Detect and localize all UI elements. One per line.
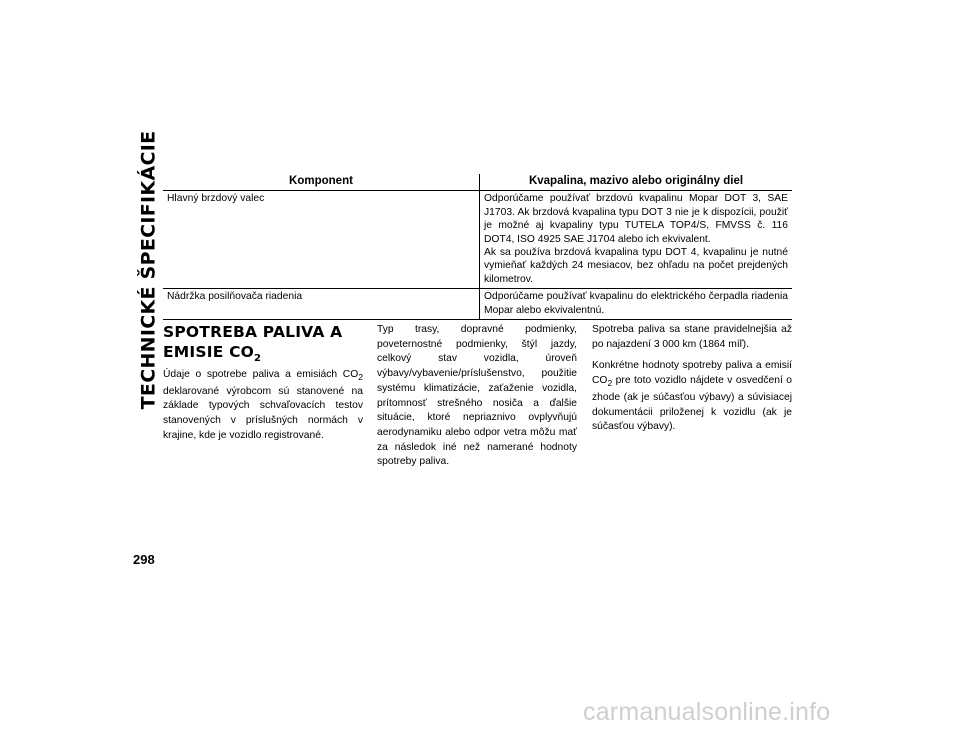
fluid-text: Ak sa používa brzdová kvapalina typu DOT 4, kvapalinu je nutné vymieňať každých 24 mesiacov, bez ohľadu na počet prejdených kilometrov. (484, 247, 788, 285)
chapter-title: TECHNICKÉ ŠPECIFIKÁCIE (137, 130, 159, 410)
fluid-cell (480, 289, 793, 320)
paragraph: Typ trasy, dopravné podmienky, poveternostné podmienky, štýl jazdy, celkový stav vozidla, úroveň výbavy/vybavenie/príslušenstvo, použitie systému klimatizácie, zaťaženie vozidla, prítomnosť strešného nosiča a ďalšie situácie, ktoré nepriaznivo ovplyvňujú aerodynamiku alebo odpor vetra môžu mať za následok iné než namerané hodnoty spotreby paliva. (377, 324, 577, 468)
header-component: Komponent (163, 174, 480, 191)
text-span: Konkrétne hodnoty spotreby paliva a emisií CO (592, 360, 792, 387)
header-fluid: Kvapalina, mazivo alebo originálny diel (480, 174, 793, 191)
text-column-3 (592, 323, 792, 442)
subscript: 2 (607, 378, 613, 389)
fluid-cell (480, 191, 793, 289)
text-span: deklarované výrobcom sú stanovené na základe typových schvaľovacích testov stanovených v príslušných normách v krajine, kde je vozidlo registrované. (163, 385, 363, 441)
fluid-text: Odporúčame používať brzdovú kvapalinu Mopar DOT 3, SAE J1703. Ak brzdová kvapalina typu DOT 3 nie je k dispozícii, použiť je možné aj kvapaliny typu TUTELA TOP4/S, FMVSS č. 116 DOT4, ISO 4925 SAE J1704 alebo ich ekvivalent. (484, 193, 788, 245)
section-heading (163, 322, 368, 369)
text-span: Údaje o spotrebe paliva a emisiách CO (163, 369, 359, 380)
fluid-text: Odporúčame používať kvapalinu do elektrického čerpadla riadenia Mopar alebo ekvivalentnú. (484, 291, 788, 316)
fluids-table (163, 174, 792, 320)
paragraph (163, 368, 363, 444)
subscript: 2 (358, 372, 363, 383)
paragraph: Spotreba paliva sa stane pravidelnejšia až po najazdení 3 000 km (1864 míľ). (592, 324, 792, 350)
component-cell: Nádržka posilňovača riadenia (163, 289, 480, 320)
table-row (163, 289, 792, 320)
text-column-1 (163, 368, 363, 451)
component-cell: Hlavný brzdový valec (163, 191, 480, 289)
page-number: 298 (133, 552, 155, 567)
table-header-row (163, 174, 792, 191)
watermark: carmanualsonline.info (583, 698, 831, 726)
paragraph (592, 359, 792, 435)
text-span: pre toto vozidlo nájdete v osvedčení o zhode (ak je súčasťou výbavy) a súvisiacej dokumentácii priloženej k vozidlu (ak je súčasťou výbavy). (592, 375, 792, 433)
table-row (163, 191, 792, 289)
section-heading-text: SPOTREBA PALIVA A EMISIE CO (163, 323, 343, 361)
chapter-side-tab (136, 130, 160, 410)
text-column-2 (377, 323, 577, 477)
section-heading-subscript: 2 (254, 353, 262, 365)
